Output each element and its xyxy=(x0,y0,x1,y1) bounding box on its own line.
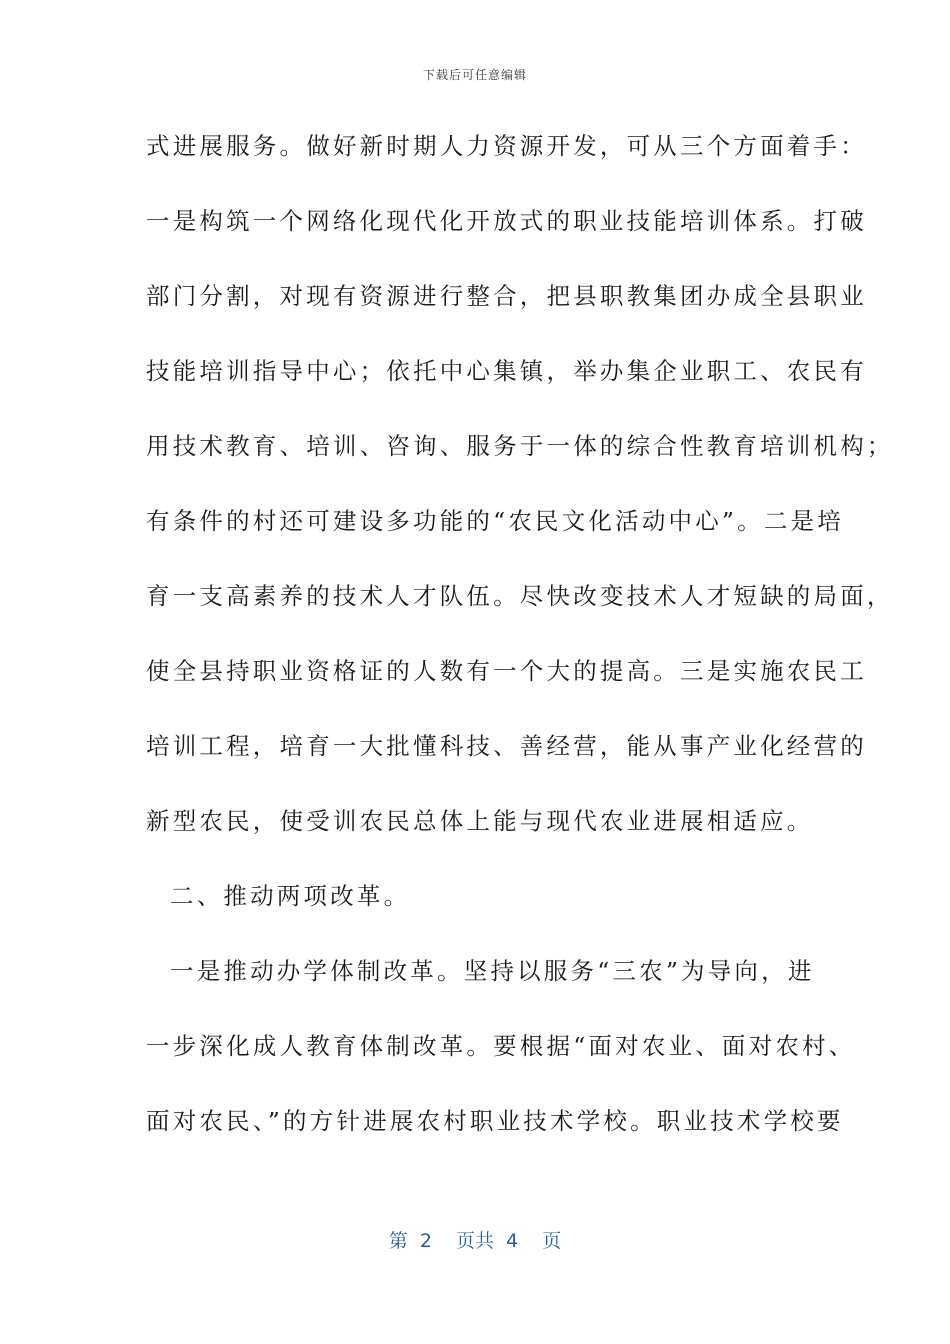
text-line: 培训工程，培育一大批懂科技、善经营，能从事产业化经营的 xyxy=(146,732,867,760)
text-line: 一是构筑一个网络化现代化开放式的职业技能培训体系。打破 xyxy=(146,207,867,235)
text-line: 式进展服务。做好新时期人力资源开发，可从三个方面着手： xyxy=(146,132,867,160)
text-line: 有条件的村还可建设多功能的“农民文化活动中心”。二是培 xyxy=(146,507,844,535)
text-line: 部门分割，对现有资源进行整合，把县职教集团办成全县职业 xyxy=(146,282,867,310)
text-line: 一是推动办学体制改革。坚持以服务“三农”为导向，进 xyxy=(170,957,815,985)
text-line: 技能培训指导中心；依托中心集镇，举办集企业职工、农民有 xyxy=(146,357,867,385)
page-header: 下载后可任意编辑 xyxy=(422,68,527,82)
text-line: 使全县持职业资格证的人数有一个大的提高。三是实施农民工 xyxy=(146,657,867,685)
text-line: 育一支高素养的技术人才队伍。尽快改变技术人才短缺的局面， xyxy=(146,582,894,610)
text-line: 新型农民，使受训农民总体上能与现代农业进展相适应。 xyxy=(146,807,814,835)
text-line: 一步深化成人教育体制改革。要根据“面对农业、面对农村、 xyxy=(146,1032,856,1060)
section-heading: 二、推动两项改革。 xyxy=(170,882,411,910)
text-line: 用技术教育、培训、咨询、服务于一体的综合性教育培训机构； xyxy=(146,432,894,460)
page-number-footer: 第 2 页共 4 页 xyxy=(388,1230,562,1252)
text-line: 面对农民、”的方针进展农村职业技术学校。职业技术学校要 xyxy=(146,1107,844,1135)
document-body xyxy=(146,126,894,1176)
